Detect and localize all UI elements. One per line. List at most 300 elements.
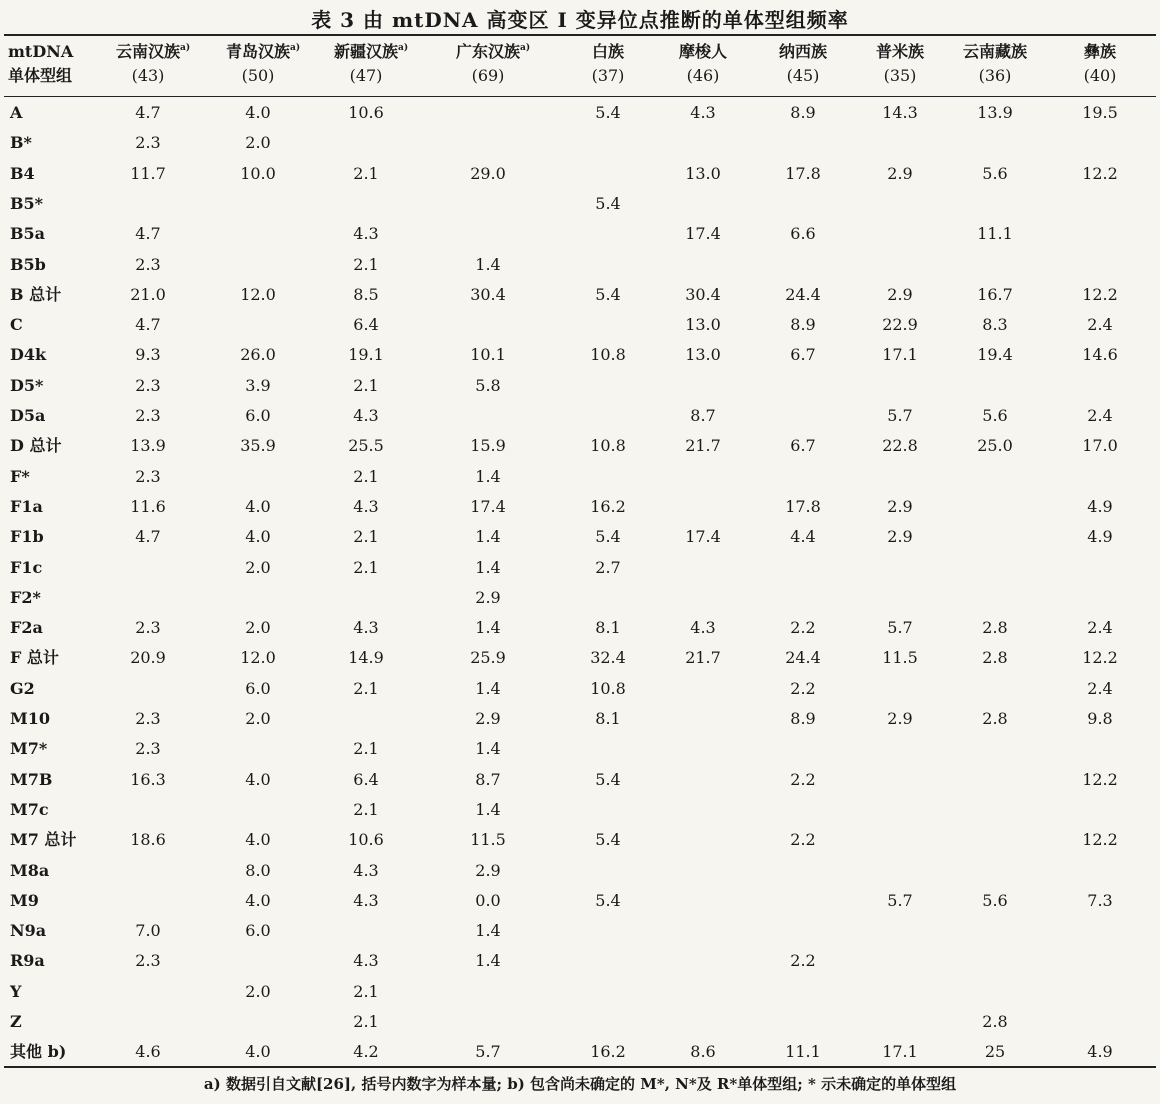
frequency-cell: 15.9 bbox=[470, 436, 506, 456]
frequency-cell: 8.9 bbox=[790, 103, 816, 122]
table-footnote: a) 数据引自文献[26], 括号内数字为样本量; b) 包含尚未确定的 M*, N*及 R*单体型组; * 示未确定的单体型组 bbox=[203, 1075, 957, 1093]
frequency-cell: 17.1 bbox=[882, 345, 918, 365]
frequency-cell: 2.8 bbox=[982, 709, 1008, 728]
table-row bbox=[0, 250, 1160, 280]
frequency-cell bbox=[945, 674, 1045, 704]
frequency-cell bbox=[753, 886, 853, 916]
column-sample-size: (46) bbox=[686, 66, 720, 85]
frequency-cell bbox=[653, 734, 753, 764]
frequency-cell bbox=[653, 825, 753, 855]
frequency-cell bbox=[1050, 462, 1150, 492]
haplogroup-label: M8a bbox=[10, 860, 50, 880]
frequency-cell: 2.3 bbox=[135, 133, 161, 153]
haplogroup-label: Z bbox=[10, 1012, 22, 1031]
frequency-cell bbox=[850, 825, 950, 855]
column-sample-size: (47) bbox=[349, 66, 383, 85]
frequency-cell: 17.4 bbox=[470, 496, 506, 516]
frequency-cell: 4.6 bbox=[135, 1042, 161, 1062]
frequency-cell: 1.4 bbox=[475, 739, 501, 759]
frequency-cell bbox=[753, 795, 853, 825]
table-row bbox=[0, 613, 1160, 643]
frequency-cell bbox=[558, 977, 658, 1007]
frequency-cell: 19.5 bbox=[1082, 103, 1118, 122]
column-header bbox=[558, 40, 658, 92]
frequency-cell bbox=[653, 250, 753, 280]
frequency-cell bbox=[558, 159, 658, 189]
column-sample-size: (43) bbox=[131, 66, 165, 85]
table-row bbox=[0, 462, 1160, 492]
frequency-cell bbox=[653, 946, 753, 976]
haplogroup-label: M7* bbox=[10, 739, 48, 759]
frequency-cell: 1.4 bbox=[475, 799, 501, 819]
frequency-cell bbox=[1050, 795, 1150, 825]
frequency-cell: 5.6 bbox=[982, 406, 1008, 425]
frequency-cell: 22.8 bbox=[882, 436, 918, 456]
frequency-cell: 2.0 bbox=[245, 981, 271, 1001]
frequency-cell bbox=[945, 522, 1045, 552]
column-sample-size: (45) bbox=[786, 66, 820, 85]
frequency-cell bbox=[850, 1007, 950, 1037]
table-row bbox=[0, 159, 1160, 189]
frequency-cell: 4.7 bbox=[135, 315, 161, 335]
frequency-cell: 11.7 bbox=[130, 163, 166, 183]
frequency-cell: 10.8 bbox=[590, 436, 626, 456]
frequency-cell bbox=[850, 977, 950, 1007]
frequency-cell: 13.0 bbox=[685, 163, 721, 183]
frequency-cell bbox=[208, 1007, 308, 1037]
frequency-cell: 2.9 bbox=[887, 496, 913, 516]
frequency-cell bbox=[753, 401, 853, 431]
table-row bbox=[0, 553, 1160, 583]
frequency-cell: 4.3 bbox=[353, 618, 379, 638]
frequency-cell: 2.2 bbox=[790, 618, 816, 638]
frequency-cell: 10.8 bbox=[590, 678, 626, 698]
frequency-cell bbox=[653, 462, 753, 492]
frequency-cell: 6.0 bbox=[245, 921, 271, 941]
table-row bbox=[0, 583, 1160, 613]
frequency-cell: 5.7 bbox=[887, 618, 913, 638]
frequency-cell bbox=[945, 553, 1045, 583]
frequency-cell bbox=[98, 856, 198, 886]
column-name: 彝族 bbox=[1083, 42, 1116, 61]
frequency-cell: 2.1 bbox=[353, 375, 379, 395]
table-title: 表 3 由 mtDNA 高变区 I 变异位点推断的单体型组频率 bbox=[311, 8, 849, 32]
frequency-cell bbox=[438, 977, 538, 1007]
frequency-cell: 8.6 bbox=[690, 1042, 716, 1062]
frequency-cell bbox=[558, 371, 658, 401]
column-name-wrap bbox=[98, 40, 198, 64]
haplogroup-label: C bbox=[10, 315, 23, 335]
column-name-wrap bbox=[208, 40, 308, 64]
haplogroup-label: B5b bbox=[10, 254, 46, 274]
frequency-cell bbox=[945, 492, 1045, 522]
frequency-cell: 2.0 bbox=[245, 133, 271, 153]
frequency-cell bbox=[558, 462, 658, 492]
frequency-cell: 2.0 bbox=[245, 709, 271, 728]
frequency-cell: 4.7 bbox=[135, 527, 161, 547]
frequency-cell: 17.4 bbox=[685, 527, 721, 547]
column-name: 青岛汉族 bbox=[225, 42, 290, 61]
frequency-cell: 8.1 bbox=[595, 709, 621, 728]
row-header-line-1: mtDNA bbox=[8, 42, 74, 61]
frequency-cell: 29.0 bbox=[470, 163, 506, 183]
frequency-cell: 21.7 bbox=[685, 648, 721, 668]
frequency-cell: 12.0 bbox=[240, 648, 276, 668]
haplogroup-label: B5* bbox=[10, 193, 44, 213]
haplogroup-label: B5a bbox=[10, 224, 46, 244]
frequency-cell: 2.1 bbox=[353, 163, 379, 183]
frequency-cell: 12.2 bbox=[1082, 163, 1118, 183]
frequency-cell bbox=[208, 250, 308, 280]
column-header bbox=[98, 40, 198, 92]
frequency-cell: 32.4 bbox=[590, 648, 626, 668]
frequency-cell bbox=[208, 462, 308, 492]
frequency-cell: 2.1 bbox=[353, 254, 379, 274]
frequency-cell bbox=[945, 583, 1045, 613]
frequency-cell: 6.0 bbox=[245, 406, 271, 425]
haplogroup-label: M7B bbox=[10, 769, 53, 789]
bottom-rule bbox=[4, 1066, 1156, 1068]
frequency-cell: 14.3 bbox=[882, 103, 918, 122]
frequency-cell bbox=[945, 946, 1045, 976]
frequency-cell: 4.3 bbox=[353, 406, 379, 425]
table-row bbox=[0, 886, 1160, 916]
frequency-cell bbox=[653, 765, 753, 795]
frequency-cell: 2.1 bbox=[353, 466, 379, 486]
frequency-cell: 13.0 bbox=[685, 345, 721, 365]
haplogroup-label: M7 总计 bbox=[10, 830, 77, 850]
frequency-cell: 12.0 bbox=[240, 284, 276, 304]
haplogroup-label: F2* bbox=[10, 587, 41, 607]
haplogroup-label: R9a bbox=[10, 951, 45, 971]
frequency-cell bbox=[98, 674, 198, 704]
frequency-cell: 25.0 bbox=[977, 436, 1013, 456]
frequency-cell: 4.0 bbox=[245, 1042, 271, 1062]
frequency-cell bbox=[850, 250, 950, 280]
column-name-wrap bbox=[438, 40, 538, 64]
frequency-cell: 13.9 bbox=[977, 103, 1013, 122]
haplogroup-label: F2a bbox=[10, 618, 43, 638]
frequency-cell: 7.0 bbox=[135, 921, 161, 941]
frequency-cell: 8.9 bbox=[790, 315, 816, 335]
frequency-cell bbox=[945, 825, 1045, 855]
column-name: 纳西族 bbox=[778, 42, 827, 61]
haplogroup-label: F1a bbox=[10, 496, 43, 516]
frequency-cell bbox=[1050, 250, 1150, 280]
frequency-cell bbox=[653, 856, 753, 886]
frequency-cell bbox=[653, 977, 753, 1007]
table-row bbox=[0, 856, 1160, 886]
frequency-cell bbox=[753, 916, 853, 946]
frequency-cell bbox=[98, 583, 198, 613]
haplogroup-label: D5* bbox=[10, 375, 44, 395]
frequency-cell: 5.7 bbox=[475, 1042, 501, 1062]
frequency-cell: 4.0 bbox=[245, 527, 271, 547]
column-header bbox=[753, 40, 853, 92]
frequency-cell bbox=[753, 583, 853, 613]
frequency-cell: 14.9 bbox=[348, 648, 384, 668]
frequency-cell: 2.1 bbox=[353, 1012, 379, 1031]
frequency-cell: 1.4 bbox=[475, 557, 501, 577]
table-row bbox=[0, 371, 1160, 401]
frequency-cell bbox=[653, 371, 753, 401]
frequency-cell: 25.5 bbox=[348, 436, 384, 456]
frequency-cell: 25.9 bbox=[470, 648, 506, 668]
column-name: 白族 bbox=[591, 42, 624, 61]
frequency-cell: 2.0 bbox=[245, 557, 271, 577]
frequency-cell: 2.8 bbox=[982, 648, 1008, 668]
frequency-cell: 2.3 bbox=[135, 466, 161, 486]
frequency-cell: 4.7 bbox=[135, 103, 161, 122]
table-row bbox=[0, 219, 1160, 249]
frequency-cell: 2.4 bbox=[1087, 315, 1113, 335]
column-name: 普米族 bbox=[875, 42, 924, 61]
frequency-cell bbox=[850, 856, 950, 886]
frequency-cell: 5.4 bbox=[595, 527, 621, 547]
frequency-cell bbox=[653, 189, 753, 219]
haplogroup-label: F1b bbox=[10, 527, 44, 547]
frequency-cell: 2.3 bbox=[135, 739, 161, 759]
frequency-cell: 2.3 bbox=[135, 254, 161, 274]
frequency-cell: 17.1 bbox=[882, 1042, 918, 1062]
frequency-cell: 0.0 bbox=[475, 890, 501, 910]
haplogroup-label: F 总计 bbox=[10, 648, 59, 668]
frequency-cell: 21.7 bbox=[685, 436, 721, 456]
frequency-cell: 6.7 bbox=[790, 436, 816, 456]
frequency-cell: 2.8 bbox=[982, 1012, 1008, 1031]
column-note: a) bbox=[180, 43, 191, 53]
table-row bbox=[0, 916, 1160, 946]
frequency-cell bbox=[208, 219, 308, 249]
frequency-cell: 4.3 bbox=[353, 951, 379, 971]
table-row bbox=[0, 643, 1160, 673]
frequency-cell bbox=[98, 977, 198, 1007]
haplogroup-label: 其他 b) bbox=[10, 1042, 67, 1062]
frequency-cell bbox=[316, 704, 416, 734]
frequency-cell bbox=[98, 795, 198, 825]
table-row bbox=[0, 401, 1160, 431]
frequency-cell bbox=[850, 371, 950, 401]
haplogroup-label: B4 bbox=[10, 163, 35, 183]
frequency-cell bbox=[208, 946, 308, 976]
frequency-cell bbox=[438, 401, 538, 431]
frequency-cell: 17.8 bbox=[785, 163, 821, 183]
frequency-cell: 2.3 bbox=[135, 951, 161, 971]
haplogroup-label: A bbox=[10, 103, 23, 122]
frequency-cell bbox=[945, 765, 1045, 795]
frequency-cell: 5.7 bbox=[887, 406, 913, 425]
frequency-cell bbox=[653, 886, 753, 916]
frequency-cell: 17.4 bbox=[685, 224, 721, 244]
table-row bbox=[0, 977, 1160, 1007]
frequency-cell: 10.0 bbox=[240, 163, 276, 183]
frequency-cell: 2.1 bbox=[353, 799, 379, 819]
frequency-cell: 2.9 bbox=[887, 709, 913, 728]
table-row bbox=[0, 128, 1160, 158]
frequency-cell: 2.0 bbox=[245, 618, 271, 638]
frequency-cell: 8.7 bbox=[475, 769, 501, 789]
row-header-line-2: 单体型组 bbox=[8, 66, 73, 85]
frequency-cell bbox=[850, 128, 950, 158]
frequency-cell bbox=[1050, 371, 1150, 401]
frequency-cell: 4.3 bbox=[353, 860, 379, 880]
column-note: a) bbox=[290, 43, 301, 53]
frequency-cell: 21.0 bbox=[130, 284, 166, 304]
frequency-cell bbox=[945, 795, 1045, 825]
frequency-cell: 2.1 bbox=[353, 527, 379, 547]
column-sample-size: (35) bbox=[883, 66, 917, 85]
frequency-cell: 11.5 bbox=[882, 648, 918, 668]
frequency-cell: 30.4 bbox=[470, 284, 506, 304]
frequency-cell bbox=[208, 189, 308, 219]
frequency-cell bbox=[653, 583, 753, 613]
frequency-cell: 8.0 bbox=[245, 860, 271, 880]
table-row bbox=[0, 310, 1160, 340]
frequency-cell: 24.4 bbox=[785, 648, 821, 668]
frequency-cell: 6.6 bbox=[790, 224, 816, 244]
frequency-cell bbox=[98, 189, 198, 219]
frequency-cell: 2.9 bbox=[475, 860, 501, 880]
table-row bbox=[0, 98, 1160, 128]
frequency-cell bbox=[653, 674, 753, 704]
haplogroup-label: D4k bbox=[10, 345, 47, 365]
frequency-cell: 1.4 bbox=[475, 678, 501, 698]
frequency-cell: 5.4 bbox=[595, 830, 621, 850]
frequency-cell: 2.9 bbox=[475, 587, 501, 607]
frequency-cell: 4.0 bbox=[245, 830, 271, 850]
column-name: 云南藏族 bbox=[962, 42, 1027, 61]
frequency-cell: 12.2 bbox=[1082, 769, 1118, 789]
frequency-cell: 6.0 bbox=[245, 678, 271, 698]
frequency-cell: 1.4 bbox=[475, 466, 501, 486]
frequency-cell: 5.4 bbox=[595, 193, 621, 213]
column-header bbox=[850, 40, 950, 92]
frequency-cell bbox=[1050, 583, 1150, 613]
frequency-cell bbox=[945, 856, 1045, 886]
frequency-cell bbox=[208, 583, 308, 613]
frequency-cell: 2.8 bbox=[982, 618, 1008, 638]
frequency-cell bbox=[438, 189, 538, 219]
column-name: 新疆汉族 bbox=[333, 42, 398, 61]
frequency-cell bbox=[753, 734, 853, 764]
frequency-cell: 4.0 bbox=[245, 496, 271, 516]
table-row bbox=[0, 522, 1160, 552]
frequency-cell: 2.1 bbox=[353, 981, 379, 1001]
frequency-cell: 2.9 bbox=[887, 284, 913, 304]
frequency-cell: 10.1 bbox=[470, 345, 506, 365]
column-header bbox=[653, 40, 753, 92]
frequency-cell bbox=[653, 553, 753, 583]
frequency-cell: 18.6 bbox=[130, 830, 166, 850]
frequency-cell: 8.7 bbox=[690, 406, 716, 425]
column-name: 摩梭人 bbox=[678, 42, 727, 61]
frequency-cell bbox=[208, 795, 308, 825]
column-sample-size: (69) bbox=[471, 66, 505, 85]
table-row bbox=[0, 431, 1160, 461]
column-sample-size: (50) bbox=[241, 66, 275, 85]
frequency-cell bbox=[316, 916, 416, 946]
frequency-cell bbox=[753, 250, 853, 280]
haplogroup-label: M9 bbox=[10, 890, 39, 910]
frequency-cell bbox=[753, 189, 853, 219]
frequency-cell bbox=[653, 128, 753, 158]
table-row bbox=[0, 704, 1160, 734]
frequency-cell: 2.9 bbox=[887, 527, 913, 547]
frequency-cell: 4.9 bbox=[1087, 1042, 1113, 1062]
column-header bbox=[316, 40, 416, 92]
frequency-cell: 4.3 bbox=[353, 890, 379, 910]
frequency-cell bbox=[945, 462, 1045, 492]
frequency-cell bbox=[850, 946, 950, 976]
frequency-cell bbox=[945, 128, 1045, 158]
table-row bbox=[0, 825, 1160, 855]
column-name-wrap bbox=[316, 40, 416, 64]
column-name: 广东汉族 bbox=[455, 42, 520, 61]
frequency-cell bbox=[558, 310, 658, 340]
table-row bbox=[0, 1037, 1160, 1067]
frequency-cell bbox=[1050, 219, 1150, 249]
frequency-cell: 4.9 bbox=[1087, 527, 1113, 547]
column-header bbox=[1050, 40, 1150, 92]
column-name: 云南汉族 bbox=[115, 42, 180, 61]
frequency-cell: 5.4 bbox=[595, 890, 621, 910]
frequency-cell: 20.9 bbox=[130, 648, 166, 668]
frequency-cell bbox=[558, 946, 658, 976]
frequency-cell: 2.2 bbox=[790, 951, 816, 971]
frequency-cell bbox=[558, 856, 658, 886]
table-row bbox=[0, 340, 1160, 370]
frequency-cell bbox=[1050, 128, 1150, 158]
frequency-cell bbox=[558, 1007, 658, 1037]
frequency-cell: 35.9 bbox=[240, 436, 276, 456]
frequency-cell bbox=[653, 492, 753, 522]
table-row bbox=[0, 674, 1160, 704]
haplogroup-label: D 总计 bbox=[10, 436, 62, 456]
frequency-cell bbox=[850, 916, 950, 946]
frequency-cell bbox=[753, 462, 853, 492]
column-header bbox=[208, 40, 308, 92]
frequency-cell: 4.7 bbox=[135, 224, 161, 244]
table-row bbox=[0, 734, 1160, 764]
frequency-cell: 4.3 bbox=[353, 496, 379, 516]
frequency-cell: 2.4 bbox=[1087, 406, 1113, 425]
top-rule bbox=[4, 34, 1156, 36]
row-header bbox=[8, 40, 94, 92]
frequency-cell bbox=[850, 765, 950, 795]
frequency-cell: 5.7 bbox=[887, 890, 913, 910]
frequency-cell: 1.4 bbox=[475, 951, 501, 971]
frequency-cell: 11.6 bbox=[130, 496, 166, 516]
table-row bbox=[0, 1007, 1160, 1037]
frequency-cell bbox=[438, 128, 538, 158]
haplogroup-label: G2 bbox=[10, 678, 35, 698]
frequency-cell: 8.1 bbox=[595, 618, 621, 638]
table-row bbox=[0, 946, 1160, 976]
frequency-cell: 12.2 bbox=[1082, 284, 1118, 304]
frequency-cell bbox=[558, 250, 658, 280]
frequency-cell bbox=[438, 219, 538, 249]
frequency-cell: 16.2 bbox=[590, 496, 626, 516]
frequency-cell: 5.4 bbox=[595, 769, 621, 789]
frequency-cell bbox=[1050, 734, 1150, 764]
haplogroup-label: F1c bbox=[10, 557, 43, 577]
frequency-cell: 2.2 bbox=[790, 769, 816, 789]
frequency-cell: 19.4 bbox=[977, 345, 1013, 365]
frequency-cell bbox=[438, 310, 538, 340]
column-sample-size: (36) bbox=[978, 66, 1012, 85]
frequency-cell bbox=[558, 795, 658, 825]
frequency-cell: 16.3 bbox=[130, 769, 166, 789]
